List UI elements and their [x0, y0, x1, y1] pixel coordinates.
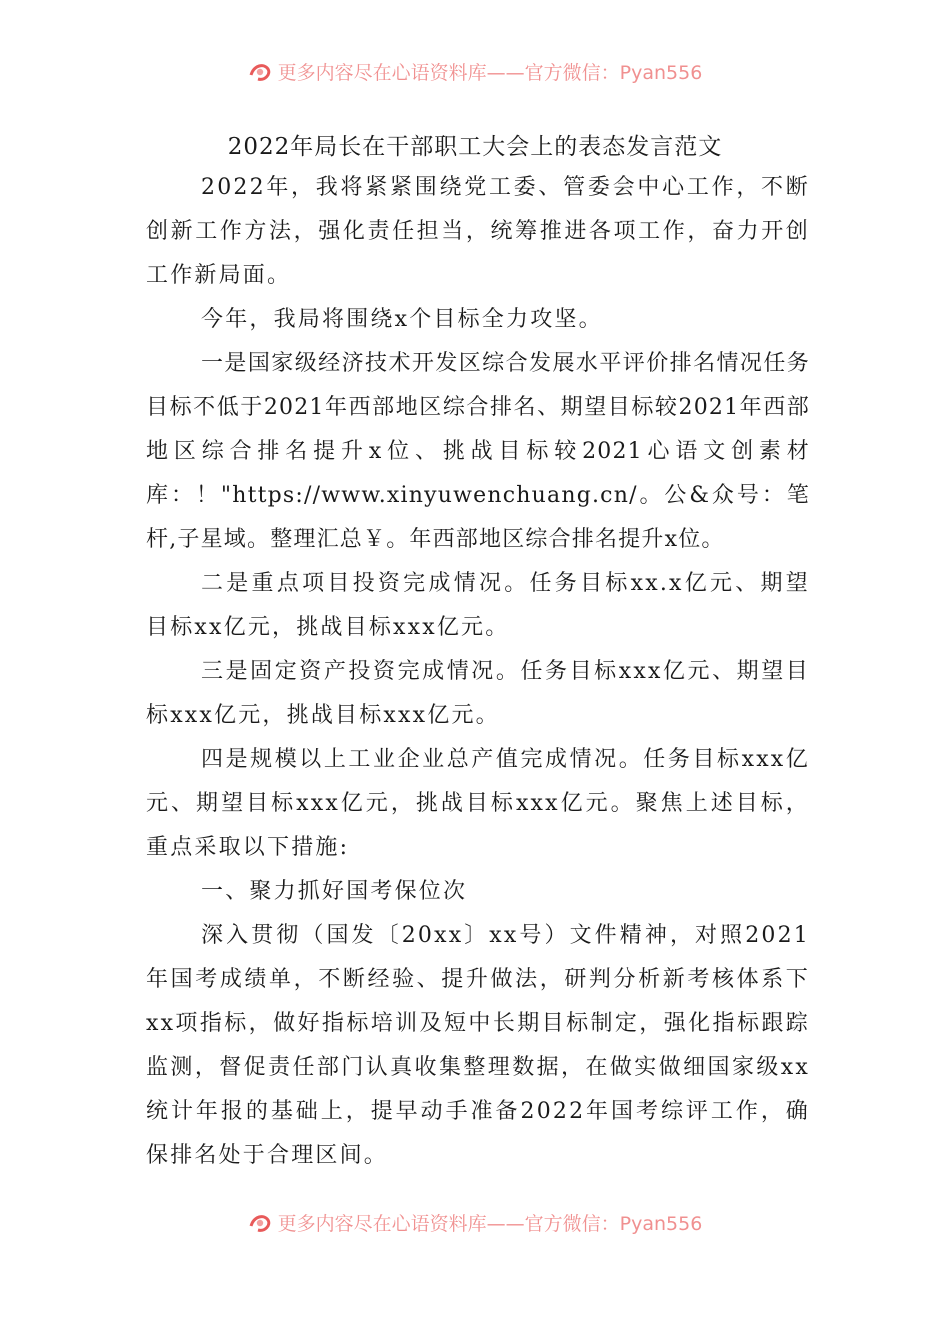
- paragraph-intro: 2022年，我将紧紧围绕党工委、管委会中心工作，不断创新工作方法，强化责任担当，统筹推进各项工作，奋力开创工作新局面。: [146, 175, 810, 288]
- document-body: [146, 166, 810, 1178]
- brand-logo-icon: [248, 61, 274, 83]
- paragraph-goals-lead: 今年，我局将围绕x个目标全力攻坚。: [201, 307, 603, 332]
- section-heading-1: 一、聚力抓好国考保位次: [201, 879, 468, 904]
- paragraph-goal-3: 三是固定资产投资完成情况。任务目标xxx亿元、期望目标xxx亿元，挑战目标xxx亿元。: [146, 659, 810, 728]
- document-title: 2022年局长在干部职工大会上的表态发言范文: [227, 134, 723, 160]
- header-watermark: [0, 58, 950, 85]
- watermark-text: 更多内容尽在心语资料库——官方微信：Pyan556: [277, 1213, 703, 1235]
- paragraph-goal-4: 四是规模以上工业企业总产值完成情况。任务目标xxx亿元、期望目标xxx亿元，挑战目标xxx亿元。聚焦上述目标，重点采取以下措施:: [146, 747, 810, 860]
- paragraph-section-1: 深入贯彻（国发〔20xx〕xx号）文件精神，对照2021年国考成绩单，不断经验、提升做法，研判分析新考核体系下xx项指标，做好指标培训及短中长期目标制定，强化指标跟踪监测，督促责任部门认真收集整理数据，在做实做细国家级xx统计年报的基础上，提早动手准备2022年国考综评工作，确保排名处于合理区间。: [146, 923, 810, 1168]
- brand-logo-icon: [248, 1212, 274, 1234]
- paragraph-goal-2: 二是重点项目投资完成情况。任务目标xx.x亿元、期望目标xx亿元，挑战目标xxx亿元。: [146, 571, 810, 640]
- footer-watermark: [0, 1209, 950, 1236]
- watermark-text: 更多内容尽在心语资料库——官方微信：Pyan556: [277, 62, 703, 84]
- paragraph-goal-1: 一是国家级经济技术开发区综合发展水平评价排名情况任务目标不低于2021年西部地区综合排名、期望目标较2021年西部地区综合排名提升x位、挑战目标较2021心语文创素材库：！"https://www.xinyuwenchuang.cn/。公&众号：笔杆,子星域。整理汇总￥。年西部地区综合排名提升x位。: [146, 351, 810, 552]
